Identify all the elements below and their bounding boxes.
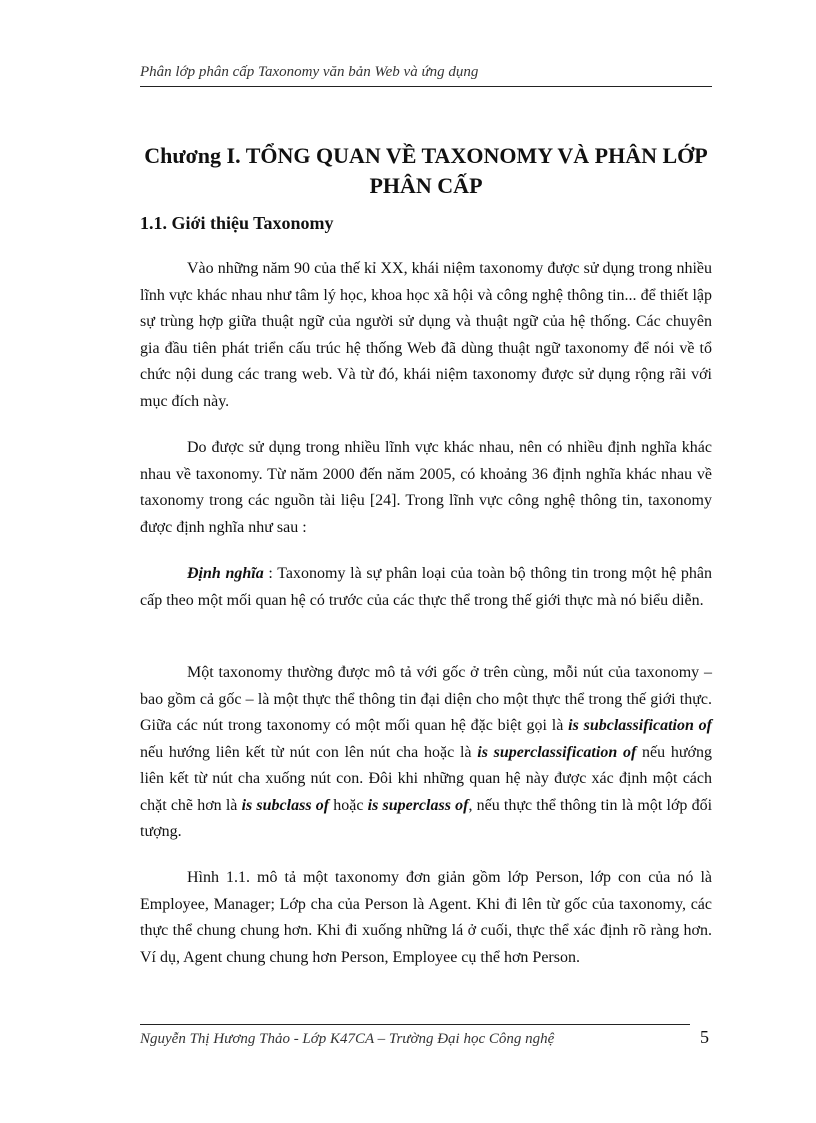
definition-text: : Taxonomy là sự phân loại của toàn bộ thông tin trong một hệ phân cấp theo một mối quan hệ có trước của các thực thể trong thế giới thực mà nó biểu diễn.: [140, 565, 712, 609]
relations-text-4: hoặc: [329, 796, 368, 814]
relations-text-1: Một taxonomy thường được mô tả với gốc ở trên cùng, mỗi nút của taxonomy – bao gồm cả gốc – là một thực thể thông tin đại diện cho một thực thể trong thế giới thực. Giữa các nút trong taxonomy có một mối quan hệ đặc biệt gọi là: [140, 664, 712, 734]
paragraph-definition: [140, 561, 712, 614]
page-number: 5: [700, 1027, 709, 1047]
section-heading: 1.1. Giới thiệu Taxonomy: [140, 213, 334, 233]
relations-text-3: nếu hướng liên kết từ nút cha xuống nút con. Đôi khi những quan hệ này được xác định một cách chặt chẽ hơn là: [140, 743, 713, 814]
running-footer: Nguyễn Thị Hương Thảo - Lớp K47CA – Trường Đại học Công nghệ: [140, 1031, 555, 1047]
paragraph-intro: Vào những năm 90 của thế kỉ XX, khái niệm taxonomy được sử dụng trong nhiều lĩnh vực khác nhau như tâm lý học, khoa học xã hội và công nghệ thông tin... để thiết lập sự trùng hợp giữa thuật ngữ của người sử dụng và thuật ngữ của hệ thống. Các chuyên gia đầu tiên phát triển cấu trúc hệ thống Web đã dùng thuật ngữ taxonomy để nói về tổ chức nội dung các trang web. Và từ đó, khái niệm taxonomy được sử dụng rộng rãi với mục đích này.: [140, 260, 712, 410]
keyword-is-superclassification-of: is superclassification of: [477, 743, 637, 761]
relations-text-2: nếu hướng liên kết từ nút con lên nút cha hoặc là: [140, 743, 478, 761]
keyword-is-superclass-of: is superclass of: [367, 796, 469, 814]
keyword-is-subclassification-of: is subclassification of: [568, 717, 713, 734]
running-header: Phân lớp phân cấp Taxonomy văn bản Web và ứng dụng: [140, 64, 712, 87]
chapter-title: Chương I. TỔNG QUAN VỀ TAXONOMY VÀ PHÂN LỚP PHÂN CẤP: [144, 143, 708, 198]
paragraph-figure-description: Hình 1.1. mô tả một taxonomy đơn giản gồm lớp Person, lớp con của nó là Employee, Manager; Lớp cha của Person là Agent. Khi đi lên từ gốc của taxonomy, các thực thể chung chung hơn. Khi đi xuống những lá ở cuối, thực thể xác định rõ ràng hơn. Ví dụ, Agent chung chung hơn Person, Employee cụ thể hơn Person.: [140, 869, 712, 966]
keyword-is-subclass-of: is subclass of: [241, 796, 330, 814]
relations-text-5: , nếu thực thể thông tin là một lớp đối tượng.: [140, 796, 713, 840]
definition-term: Định nghĩa: [187, 565, 264, 582]
paragraph-relations: [140, 660, 712, 846]
paragraph-definitions-count: Do được sử dụng trong nhiều lĩnh vực khác nhau, nên có nhiều định nghĩa khác nhau về taxonomy. Từ năm 2000 đến năm 2005, có khoảng 36 định nghĩa khác nhau về taxonomy trong các nguồn tài liệu [24]. Trong lĩnh vực công nghệ thông tin, taxonomy được định nghĩa như sau :: [140, 439, 712, 536]
footer-divider: [140, 1024, 690, 1025]
